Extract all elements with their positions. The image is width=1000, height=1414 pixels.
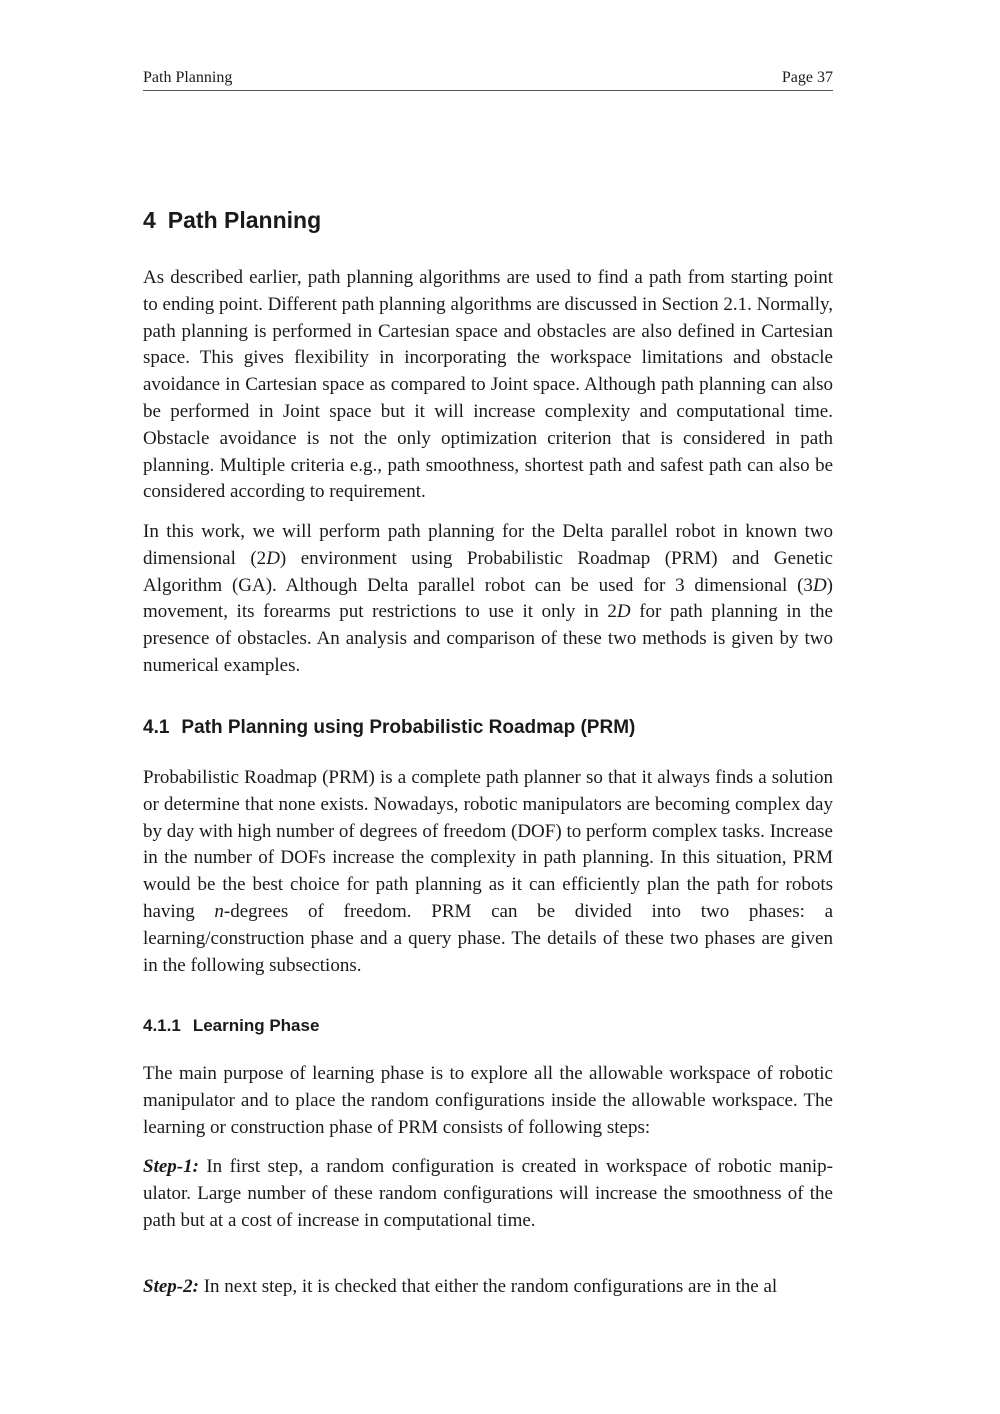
subsection-heading — [143, 717, 635, 739]
section-number: 4 — [143, 207, 156, 233]
header-chapter-title: Path Planning — [143, 69, 233, 86]
step-1-label: Step-1: — [143, 1156, 199, 1177]
section-heading — [143, 207, 321, 234]
running-header — [143, 68, 833, 91]
step-2-text: In next step, it is checked that either the random configurations are in the al — [198, 1276, 778, 1297]
subsection-paragraph: Probabilistic Roadmap (PRM) is a complete path planner so that it always finds a solution or determine that none exists. Nowadays, robotic manipulators are becoming complex day by day with high number of degrees of freedom (DOF) to perform complex tasks. Increase in the number of DOFs increase the complexity in path planning. In this situation, PRM would be the best choice for path planning as it can efficiently plan the path for robots having n-degrees of freedom. PRM can be divided into two phases: a learning/construction phase and a query phase. The details of these two phases are given in the following subsections. — [143, 767, 833, 976]
subsubsection-title: Learning Phase — [192, 1016, 320, 1035]
step-1-paragraph — [143, 1154, 833, 1234]
section-paragraph-1: As described earlier, path planning algorithms are used to find a path from starting point to ending point. Different path planning algorithms are discussed in Section 2.1. Normally, path planning is performed in Cartesian space and obstacles are also defined in Cartesian space. This gives flexibility in incorporating the workspace limitations and obstacle avoidance in Cartesian space as compared to Joint space. Although path planning can also be performed in Joint space but it will increase complexity and computational time. Obstacle avoidance is not the only optimization criterion that is considered in path planning. Multiple criteria e.g., path smoothness, shortest path and safest path can also be considered according to requirement. — [143, 267, 833, 503]
learning-phase-intro: The main purpose of learning phase is to explore all the allowable workspace of robotic manipulator and to place the random configurations inside the allowable workspace. The learning or construction phase of PRM consists of following steps: — [143, 1063, 833, 1138]
header-page-number: Page 37 — [781, 69, 833, 86]
step-2-paragraph — [143, 1274, 833, 1301]
step-1-text: In first step, a random configuration is created in workspace of robotic manipulator. Large number of these random configurations will increase the smoothness of the path but at a cost of increase in computational time. — [143, 1156, 833, 1231]
italic-math-variable: D — [266, 547, 280, 569]
section-paragraph-2: In this work, we will perform path planning for the Delta parallel robot in known two dimensional (2D) environment using Probabilistic Roadmap (PRM) and Genetic Algorithm (GA). Although Delta parallel robot can be used for 3 dimensional (3D) movement, its forearms put restrictions to use it only in 2D for path planning in the presence of obstacles. An analysis and comparison of these two methods is given by two numerical examples. — [143, 521, 833, 676]
subsection-title: Path Planning using Probabilistic Roadmap (PRM) — [181, 717, 636, 738]
step-2-label: Step-2: — [143, 1276, 199, 1297]
section-title: Path Planning — [167, 207, 322, 233]
subsection-number: 4.1 — [143, 717, 170, 738]
italic-math-variable: D — [616, 601, 631, 623]
subsubsection-heading — [143, 1016, 319, 1036]
italic-math-variable: n — [214, 900, 224, 922]
subsubsection-number: 4.1.1 — [143, 1016, 181, 1035]
italic-math-variable: D — [812, 574, 827, 596]
